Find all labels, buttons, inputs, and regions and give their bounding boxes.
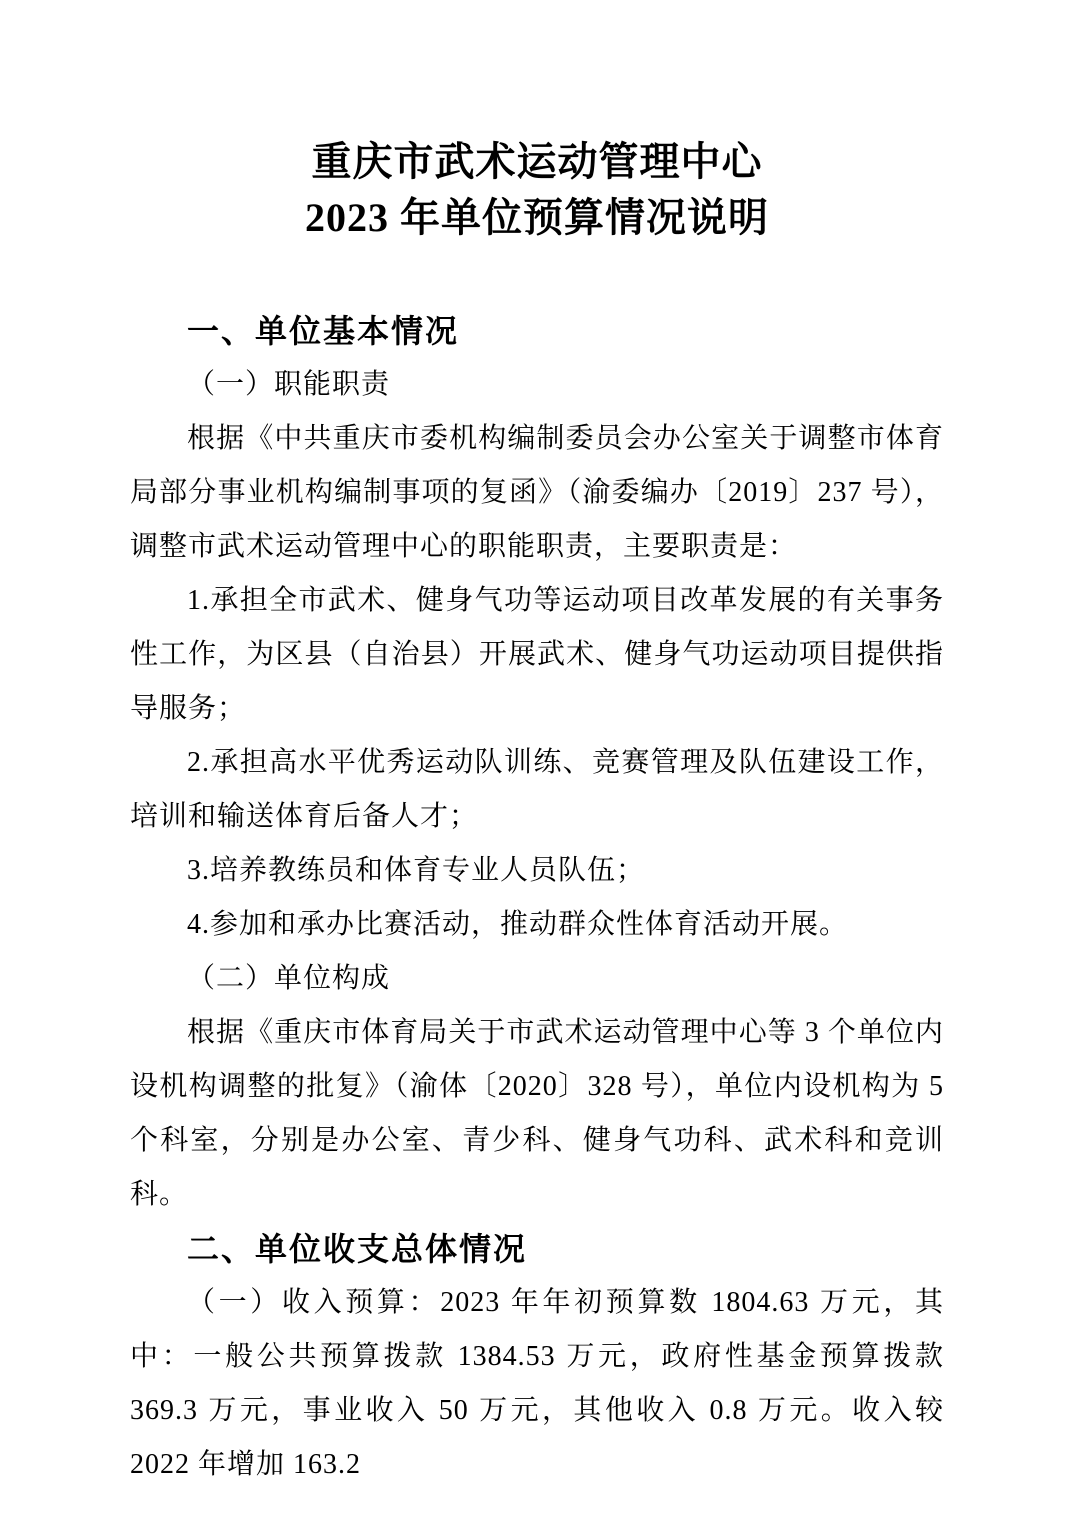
subheading-unit-composition: （二）单位构成 — [187, 963, 391, 994]
paragraph-duty-1: 1.承担全市武术、健身气功等运动项目改革发展的有关事务性工作，为区县（自治县）开展武术、健身气功运动项目提供指导服务； — [130, 585, 944, 724]
document-title-line-1: 重庆市武术运动管理中心 — [311, 139, 763, 184]
document-body — [130, 134, 944, 1492]
section-heading-revenue-expenditure: 二、单位收支总体情况 — [187, 1231, 528, 1267]
subheading-duties: （一）职能职责 — [187, 369, 391, 400]
paragraph-income-budget: （一）收入预算：2023 年年初预算数 1804.63 万元，其中：一般公共预算拨款 1384.53 万元，政府性基金预算拨款 369.3 万元，事业收入 50 万元，其他收入 0.8 万元。收入较 2022 年增加 163.2 — [130, 1287, 944, 1480]
document-title-line-2: 2023 年单位预算情况说明 — [305, 195, 769, 240]
paragraph-unit-composition: 根据《重庆市体育局关于市武术运动管理中心等 3 个单位内设机构调整的批复》（渝体〔2020〕328 号），单位内设机构为 5 个科室，分别是办公室、青少科、健身气功科、武术科和竞训科。 — [130, 1017, 944, 1210]
paragraph-duty-basis: 根据《中共重庆市委机构编制委员会办公室关于调整市体育局部分事业机构编制事项的复函》（渝委编办〔2019〕237 号），调整市武术运动管理中心的职能职责，主要职责是： — [130, 423, 944, 562]
section-heading-basic-info: 一、单位基本情况 — [187, 313, 460, 349]
paragraph-duty-3: 3.培养教练员和体育专业人员队伍； — [187, 855, 646, 886]
paragraph-duty-4: 4.参加和承办比赛活动，推动群众性体育活动开展。 — [187, 909, 849, 940]
paragraph-duty-2: 2.承担高水平优秀运动队训练、竞赛管理及队伍建设工作，培训和输送体育后备人才； — [130, 747, 944, 832]
